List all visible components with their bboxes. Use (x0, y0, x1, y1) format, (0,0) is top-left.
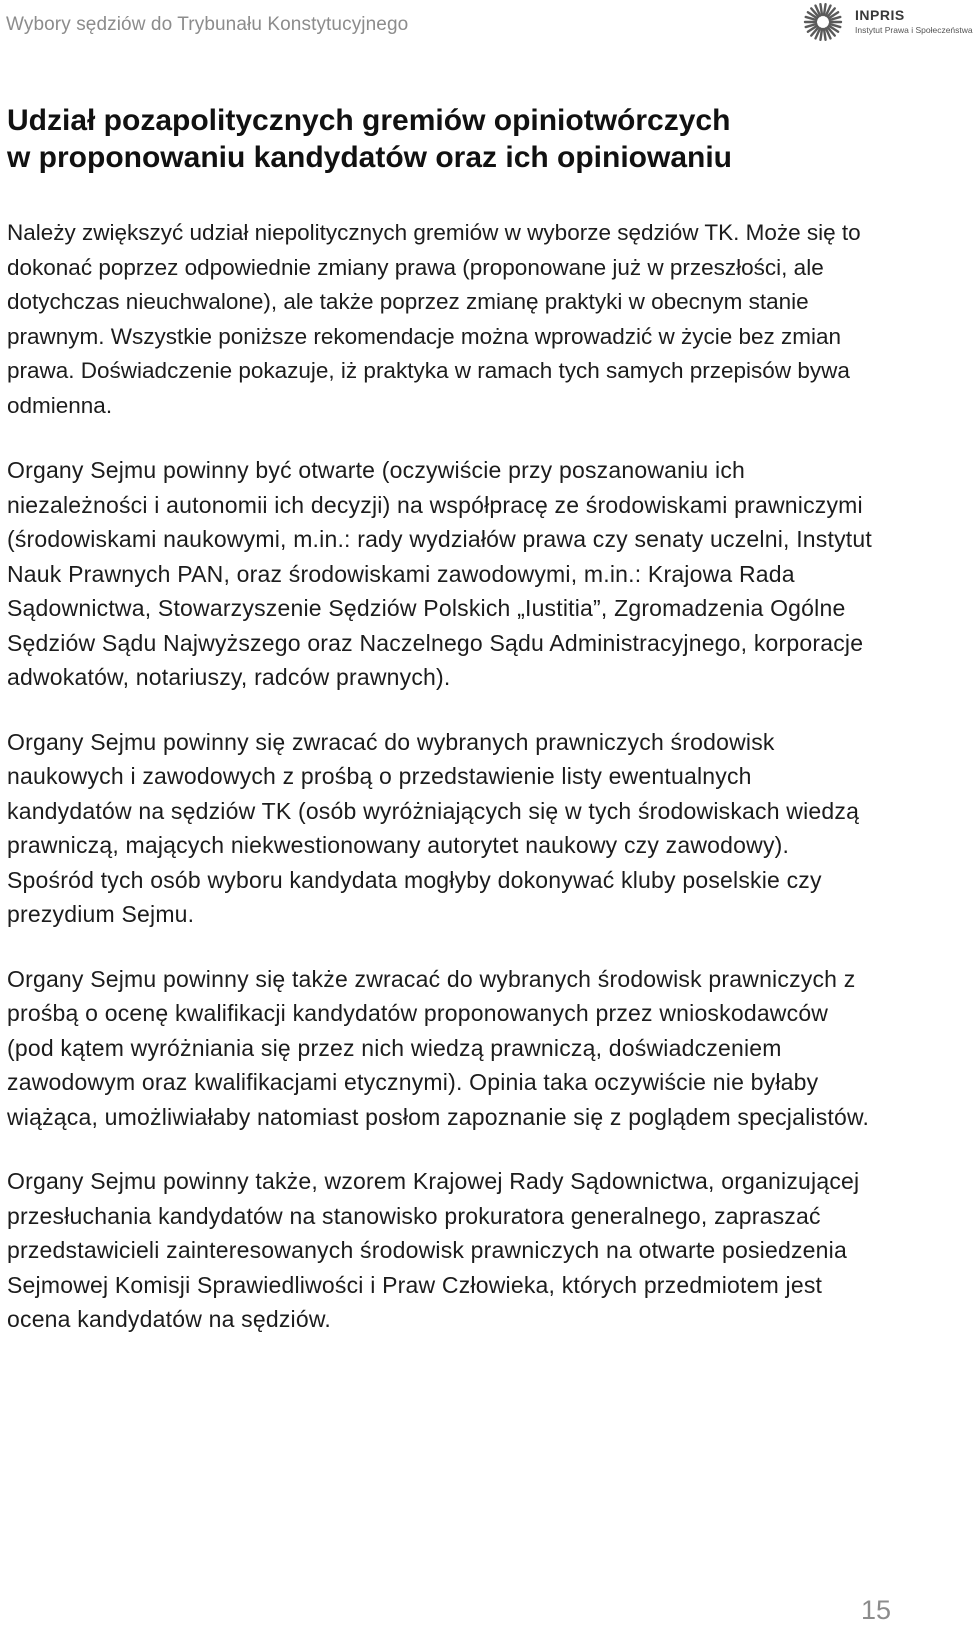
page-content (7, 102, 877, 1337)
logo-ray (824, 4, 826, 15)
page-number: 15 (860, 1595, 891, 1625)
logo-ray (820, 29, 822, 40)
body-paragraph-2: Organy Sejmu powinny się zwracać do wybranych prawniczych środowisk naukowych i zawodowych z prośbą o przedstawienie listy ewentualnych kandydatów na sędziów TK (osób wyróżniających się w tych środowiskach wiedzą prawniczą, mających niekwestionowany autorytet naukowy czy zawodowy). Spośród tych osób wyboru kandydata mogłyby dokonywać kluby poselskie czy prezydium Sejmu. (7, 728, 860, 927)
section-heading (7, 102, 807, 176)
section-heading-line-1: Udział pozapolitycznych gremiów opiniotwórczych (7, 104, 731, 137)
inpris-logo (803, 2, 973, 42)
section-heading-line-2: w proponowaniu kandydatów oraz ich opiniowaniu (7, 141, 733, 174)
logo-name: INPRIS (855, 7, 905, 23)
body-paragraph-1: Organy Sejmu powinny być otwarte (oczywiście przy poszanowaniu ich niezależności i autonomii ich decyzji) na współpracę ze środowiskami prawniczymi (środowiskami naukowymi, m.in.: rady wydziałów prawa czy senaty uczelni, Instytut Nauk Prawnych PAN, oraz środowiskami zawodowymi, m.in.: Krajowa Rada Sądownictwa, Stowarzyszenie Sędziów Polskich „Iustitia”, Zgromadzenia Ogólne Sędziów Sądu Najwyższego oraz Naczelnego Sądu Administracyjnego, korporacje adwokatów, notariuszy, radców prawnych). (7, 457, 872, 690)
logo-subtitle: Instytut Prawa i Społeczeństwa (855, 25, 973, 35)
logo-ray (820, 4, 822, 15)
running-header-title: Wybory sędziów do Trybunału Konstytucyjnego (6, 14, 409, 35)
body-paragraph-4: Organy Sejmu powinny także, wzorem Krajowej Rady Sądownictwa, organizującej przesłuchania kandydatów na stanowisko prokuratora generalnego, zapraszać przedstawicieli zainteresowanych środowisk prawniczych na otwarte posiedzenia Sejmowej Komisji Sprawiedliwości i Praw Człowieka, których przedmiotem jest ocena kandydatów na sędziów. (7, 1168, 860, 1332)
logo-ray (824, 29, 826, 40)
inpris-radial-mark-icon (803, 2, 847, 42)
lead-paragraph: Należy zwiększyć udział niepolitycznych gremiów w wyborze sędziów TK. Może się to dokonać poprzez odpowiednie zmiany prawa (proponowane już w przeszłości, ale dotychczas nieuchwalone), ale także poprzez zmianę praktyki w obecnym stanie prawnym. Wszystkie poniższe rekomendacje można wprowadzić w życie bez zmian prawa. Doświadczenie pokazuje, iż praktyka w ramach tych samych przepisów bywa odmienna. (7, 220, 861, 418)
body-paragraph-3: Organy Sejmu powinny się także zwracać do wybranych środowisk prawniczych z prośbą o ocenę kwalifikacji kandydatów proponowanych przez wnioskodawców (pod kątem wyróżniania się przez nich wiedzą prawniczą, doświadczeniem zawodowym oraz kwalifikacjami etycznymi). Opinia taka oczywiście nie byłaby wiążąca, umożliwiałaby natomiast posłom zapoznanie się z poglądem specjalistów. (7, 965, 870, 1130)
